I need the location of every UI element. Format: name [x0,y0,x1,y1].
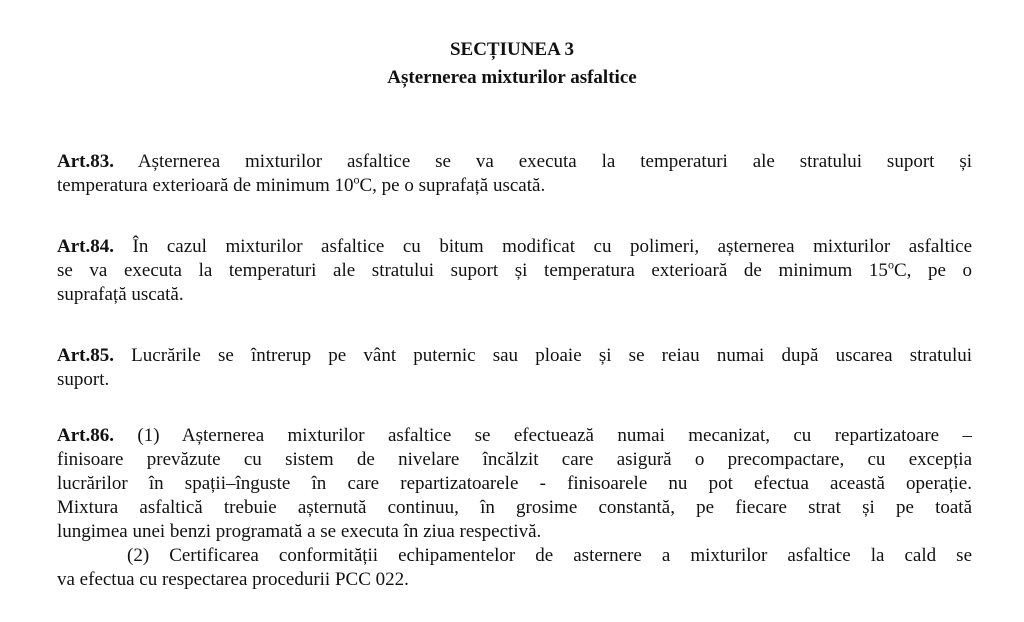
article-86-line-6 [57,544,972,568]
article-84-text-2: se va executa la temperaturi ale stratului suport și temperatura exterioară de minimum 15 [57,260,888,281]
article-83-line-2 [57,174,972,198]
article-86-line-3 [57,472,972,496]
article-86-label: Art.86. [57,425,114,446]
article-86 [57,424,972,592]
article-84-line-3 [57,283,972,307]
article-84-line-2 [57,259,972,283]
article-86-line-7 [57,568,972,592]
article-83-line-1 [57,150,972,174]
article-86-line-2 [57,448,972,472]
article-86-text-3: lucrărilor în spații–înguste în care repartizatoarele - finisoarele nu pot efectua această operație. [57,473,972,494]
degree-sign: o [353,172,360,187]
article-86-text-1: (1) Așternerea mixturilor asfaltice se efectuează numai mecanizat, cu repartizatoare – [137,425,972,446]
article-84 [57,235,972,307]
article-83-text-2: temperatura exterioară de minimum 10 [57,175,354,196]
article-84-label: Art.84. [57,236,114,257]
article-86-text-2: finisoare prevăzute cu sistem de nivelare încălzit care asigură o precompactare, cu excepția [57,449,972,470]
article-83-text-3: C, pe o suprafață uscată. [359,175,546,196]
article-85 [57,344,972,392]
article-86-text-5: lungimea unei benzi programată a se executa în ziua respectivă. [57,521,542,542]
section-subtitle: Așternerea mixturilor asfaltice [387,67,637,88]
article-85-label: Art.85. [57,345,114,366]
article-83-label: Art.83. [57,151,114,172]
article-84-text-4: suprafață uscată. [57,284,184,305]
article-86-text-4: Mixtura asfaltică trebuie așternută continuu, în grosime constantă, pe fiecare strat și pe toată [57,497,972,518]
article-84-line-1 [57,235,972,259]
article-86-line-5 [57,520,972,544]
article-85-text-1: Lucrările se întrerup pe vânt puternic sau ploaie și se reiau numai după uscarea stratului [131,345,973,366]
article-86-line-4 [57,496,972,520]
article-84-text-3: C, pe o [893,260,972,281]
article-85-text-2: suport. [57,369,110,390]
article-86-text-7: va efectua cu respectarea procedurii PCC 022. [57,569,409,590]
article-86-text-6: (2) Certificarea conformității echipamentelor de asternere a mixturilor asfaltice la cald se [127,545,972,566]
article-83 [57,150,972,198]
degree-sign: o [887,257,894,272]
article-85-line-2 [57,368,972,392]
article-86-line-1 [57,424,972,448]
section-title: SECȚIUNEA 3 [449,39,575,60]
article-85-line-1 [57,344,972,368]
article-84-text-1: În cazul mixturilor asfaltice cu bitum modificat cu polimeri, așternerea mixturilor asfaltice [132,236,972,257]
article-83-text-1: Așternerea mixturilor asfaltice se va executa la temperaturi ale stratului suport și [137,151,972,172]
